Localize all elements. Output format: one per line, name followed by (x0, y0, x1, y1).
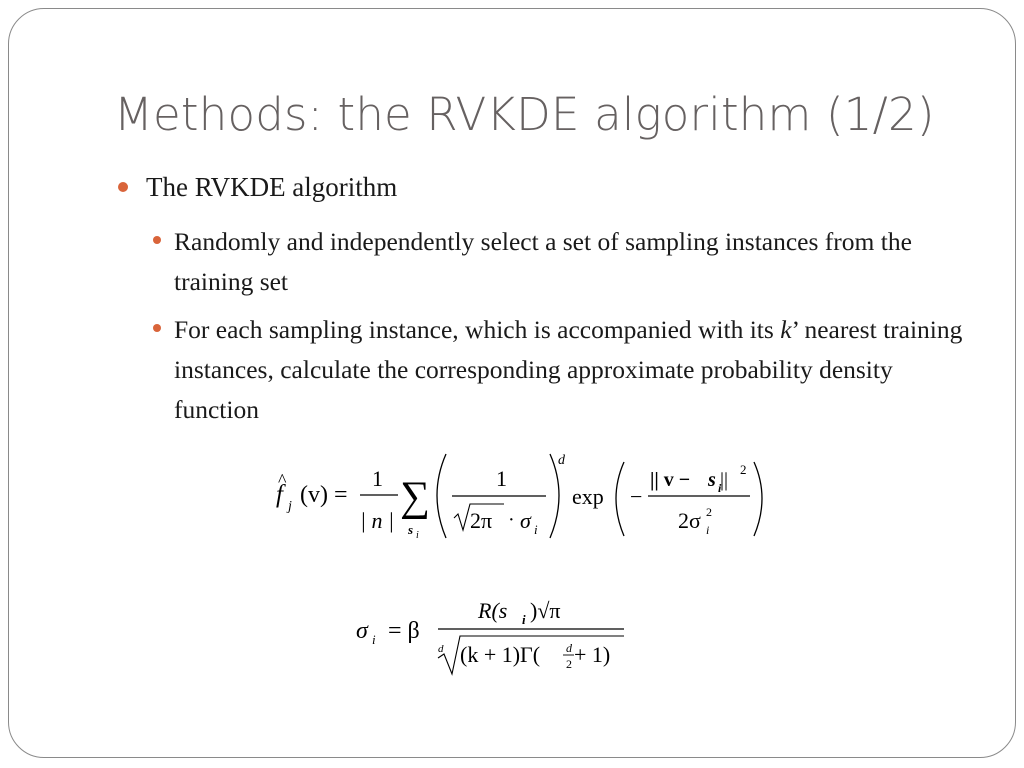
svg-text:−: − (630, 484, 643, 509)
svg-text:= β: = β (388, 618, 420, 644)
bullet-dot-icon (118, 182, 128, 192)
svg-text:|| v −: || v − (650, 469, 691, 491)
bullet-dot-icon (153, 324, 161, 332)
svg-text:∑: ∑ (400, 474, 430, 520)
svg-text:s: s (408, 522, 414, 537)
svg-text:(v) =: (v) = (300, 482, 348, 508)
sub-bullet-text: Randomly and independently select a set of sampling instances from the training set (174, 227, 912, 296)
bullet-text: The RVKDE algorithm (146, 172, 398, 202)
svg-text:2: 2 (740, 462, 747, 477)
svg-text:f: f (276, 481, 283, 508)
svg-text:||: || (720, 469, 729, 491)
svg-text:1: 1 (496, 466, 507, 491)
sub-bullet-text: For each sampling instance, which is accompanied with its k’ nearest training instances, calculate the corresponding approximate probability density function (174, 315, 963, 424)
svg-text:s: s (708, 469, 716, 491)
svg-text:2σ: 2σ (678, 508, 701, 533)
bullet-dot-icon (153, 236, 161, 244)
sub-bullet-1 (150, 222, 970, 302)
svg-text:j: j (288, 499, 292, 514)
svg-text:| n |: | n | (360, 508, 395, 533)
svg-text:i: i (522, 612, 526, 627)
svg-text:i: i (706, 523, 710, 537)
svg-text:·: · (508, 509, 515, 531)
svg-text:σ: σ (520, 508, 531, 533)
svg-text:i: i (372, 632, 376, 647)
svg-text:exp: exp (572, 484, 604, 509)
svg-text:d: d (438, 643, 444, 655)
svg-text:i: i (416, 530, 419, 541)
bullet-level1 (115, 172, 397, 203)
density-equation (268, 448, 768, 548)
svg-text:2: 2 (706, 505, 712, 519)
slide-title: Methods: the RVKDE algorithm (1/2) (114, 88, 935, 141)
svg-text:2π: 2π (470, 508, 493, 533)
sigma-equation (356, 592, 636, 682)
svg-text:R(s: R(s (478, 598, 508, 623)
svg-text:i: i (534, 522, 538, 537)
svg-text:i: i (718, 481, 722, 495)
svg-text:d: d (558, 453, 565, 468)
svg-text:2: 2 (566, 657, 572, 671)
svg-text:d: d (566, 641, 572, 655)
svg-text:^: ^ (278, 470, 287, 490)
svg-text:)√π: )√π (530, 598, 561, 623)
sub-bullet-2 (150, 310, 970, 430)
svg-text:σ: σ (356, 618, 368, 644)
svg-text:1: 1 (372, 466, 383, 491)
svg-text:(k + 1)Γ(: (k + 1)Γ( (460, 642, 541, 667)
svg-text:+ 1): + 1) (574, 642, 611, 667)
